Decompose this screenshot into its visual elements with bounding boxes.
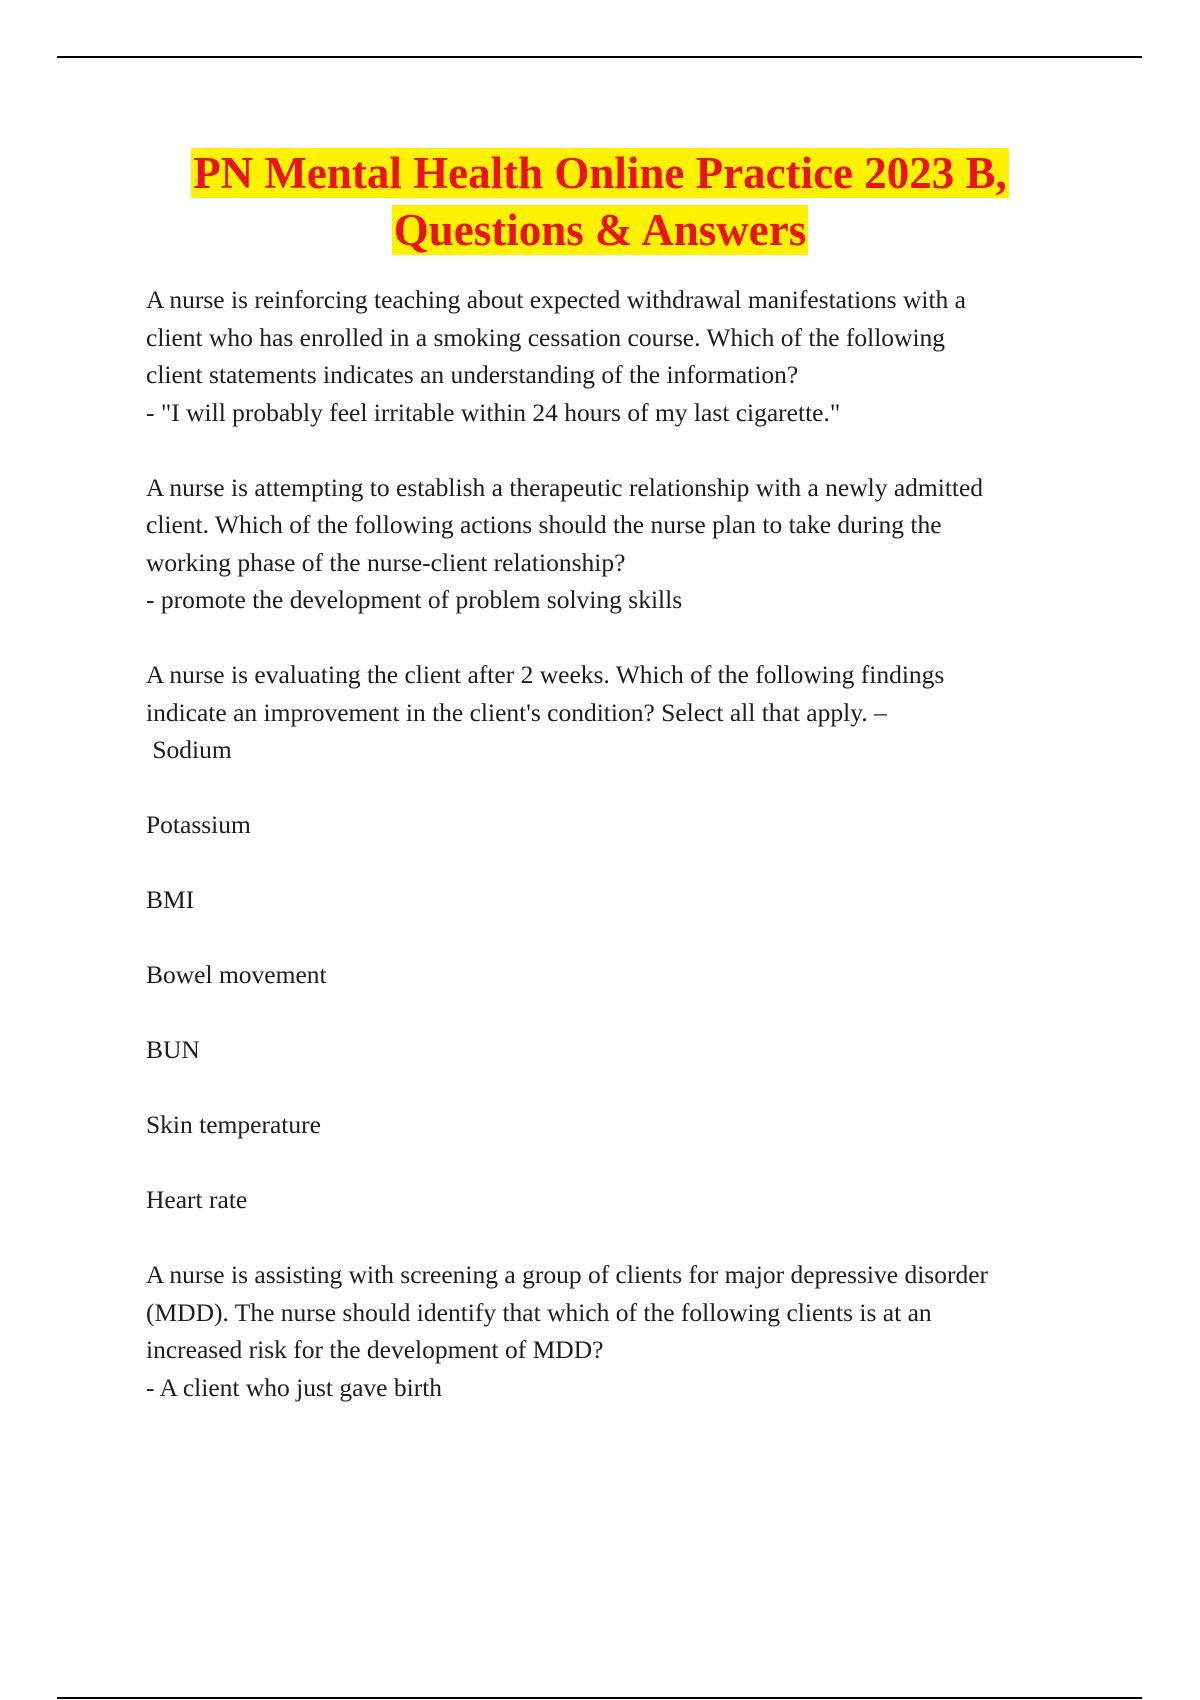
title-line-1: PN Mental Health Online Practice 2023 B, [193, 148, 1007, 198]
question-1-text-line: A nurse is reinforcing teaching about expected withdrawal manifestations with a [146, 285, 966, 314]
question-3-option: BUN [146, 1035, 200, 1064]
document-body [146, 281, 1096, 1406]
question-3-option: Potassium [146, 810, 251, 839]
question-4-text-line: (MDD). The nurse should identify that which of the following clients is at an [146, 1297, 932, 1327]
title-line-2: Questions & Answers [393, 205, 807, 255]
bottom-divider [57, 1697, 1142, 1699]
question-3-text-line: indicate an improvement in the client's condition? Select all that apply. – [146, 697, 887, 727]
question-3-option: BMI [146, 885, 195, 914]
question-2 [146, 469, 1096, 619]
question-3-option: Bowel movement [146, 960, 327, 989]
question-4-answer: - A client who just gave birth [146, 1372, 443, 1402]
question-2-text-line: A nurse is attempting to establish a therapeutic relationship with a newly admitted [146, 472, 984, 502]
question-2-answer: - promote the development of problem solving skills [146, 585, 683, 614]
question-2-text-line: working phase of the nurse-client relationship? [146, 547, 626, 577]
question-1-text-line: client statements indicates an understanding of the information? [146, 360, 799, 389]
question-3-text-line: A nurse is evaluating the client after 2 weeks. Which of the following findings [146, 660, 945, 689]
question-3-option: Heart rate [146, 1185, 248, 1214]
question-4-text-line: increased risk for the development of MDD? [146, 1335, 604, 1364]
question-1-text-line: client who has enrolled in a smoking cessation course. Which of the following [146, 322, 946, 352]
question-4-text-line: A nurse is assisting with screening a group of clients for major depressive disorder [146, 1260, 989, 1289]
top-divider [57, 56, 1142, 58]
question-2-text-line: client. Which of the following actions should the nurse plan to take during the [146, 510, 942, 539]
question-1 [146, 281, 1096, 431]
question-4 [146, 1256, 1096, 1406]
question-3-option: Sodium [146, 735, 232, 764]
document-title [0, 145, 1200, 259]
question-3-option: Skin temperature [146, 1110, 321, 1139]
question-3 [146, 656, 1096, 1219]
question-1-answer: - "I will probably feel irritable within 24 hours of my last cigarette." [146, 397, 841, 427]
